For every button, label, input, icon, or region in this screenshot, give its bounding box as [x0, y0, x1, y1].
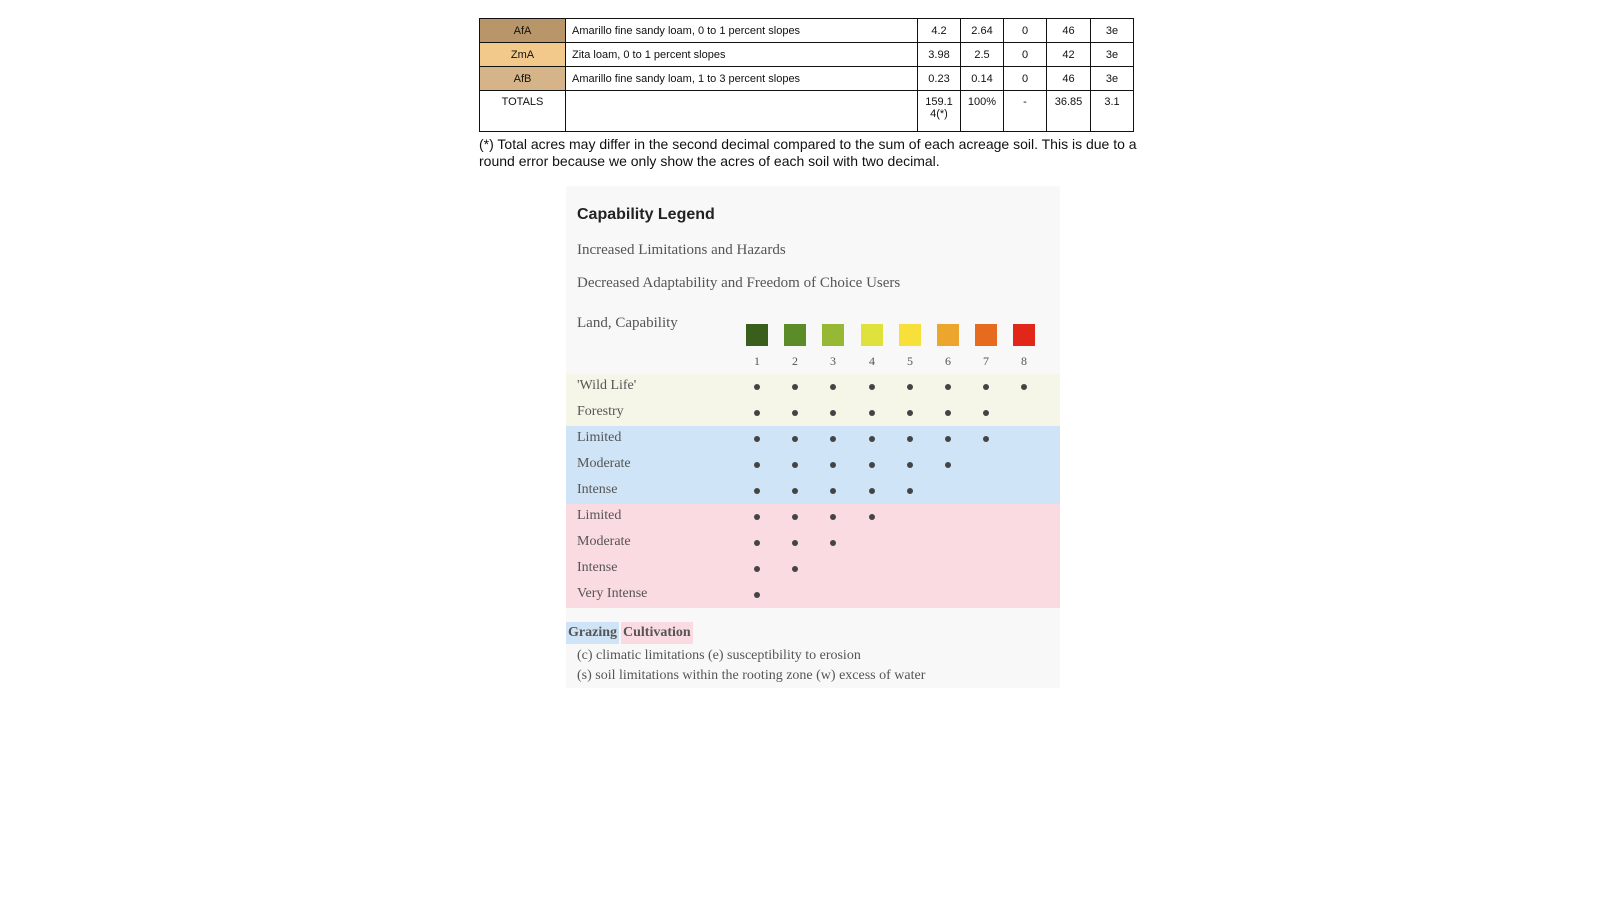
soil-col3: 0 — [1004, 67, 1047, 91]
capability-dot — [792, 436, 798, 442]
soil-description: Zita loam, 0 to 1 percent slopes — [566, 43, 918, 67]
capability-dot — [907, 488, 913, 494]
soil-table — [479, 18, 1134, 132]
capability-swatch-3 — [822, 324, 844, 346]
capability-class-number: 3 — [830, 354, 836, 368]
land-use-row — [566, 400, 1060, 426]
totals-percent: 100% — [961, 91, 1004, 132]
capability-dot — [830, 514, 836, 520]
land-use-row — [566, 556, 1060, 582]
land-use-label: 'Wild Life' — [577, 378, 637, 393]
capability-class-number: 5 — [907, 354, 913, 368]
capability-dot — [945, 410, 951, 416]
totals-description — [566, 91, 918, 132]
capability-dot — [869, 436, 875, 442]
limitations-note-1: (c) climatic limitations (e) susceptibility to erosion — [577, 648, 861, 663]
land-use-label: Moderate — [577, 534, 631, 549]
capability-swatch-7 — [975, 324, 997, 346]
capability-dot — [907, 436, 913, 442]
capability-dot — [754, 540, 760, 546]
capability-dot — [945, 436, 951, 442]
limitations-note-2: (s) soil limitations within the rooting zone (w) excess of water — [577, 668, 926, 683]
capability-swatch-8 — [1013, 324, 1035, 346]
capability-class-number: 4 — [869, 354, 875, 368]
totals-label: TOTALS — [480, 91, 566, 132]
capability-legend — [566, 186, 1060, 688]
legend-title: Capability Legend — [577, 206, 715, 223]
totals-class: 3.1 — [1091, 91, 1134, 132]
capability-dot — [983, 436, 989, 442]
capability-swatch-1 — [746, 324, 768, 346]
land-use-label: Intense — [577, 482, 618, 497]
land-use-label: Limited — [577, 430, 622, 445]
capability-dot — [754, 384, 760, 390]
totals-acres-line1: 159.1 — [925, 96, 953, 108]
totals-col3: - — [1004, 91, 1047, 132]
capability-dot — [792, 462, 798, 468]
soil-class: 3e — [1091, 19, 1134, 43]
capability-dot — [1021, 384, 1027, 390]
legend-subtitle-limitations: Increased Limitations and Hazards — [577, 242, 786, 258]
table-row — [480, 67, 1134, 91]
land-use-row — [566, 374, 1060, 400]
capability-dot — [983, 384, 989, 390]
soil-percent: 2.5 — [961, 43, 1004, 67]
capability-dot — [907, 384, 913, 390]
capability-dot — [792, 384, 798, 390]
totals-col4: 36.85 — [1047, 91, 1091, 132]
legend-subtitle-adaptability: Decreased Adaptability and Freedom of Choice Users — [577, 275, 901, 291]
capability-class-number: 2 — [792, 354, 798, 368]
capability-swatch-5 — [899, 324, 921, 346]
capability-dot — [792, 514, 798, 520]
soil-class: 3e — [1091, 67, 1134, 91]
totals-acres-line2: 4(*) — [930, 108, 948, 120]
capability-dot — [754, 410, 760, 416]
soil-percent: 0.14 — [961, 67, 1004, 91]
land-use-row — [566, 530, 1060, 556]
capability-dot — [869, 488, 875, 494]
land-use-row — [566, 426, 1060, 452]
soil-acres: 4.2 — [918, 19, 961, 43]
soil-col3: 0 — [1004, 43, 1047, 67]
capability-dot — [792, 410, 798, 416]
soil-percent: 2.64 — [961, 19, 1004, 43]
capability-dot — [869, 384, 875, 390]
soil-description: Amarillo fine sandy loam, 1 to 3 percent slopes — [566, 67, 918, 91]
footnote: (*) Total acres may differ in the second decimal compared to the sum of each acreage soil. This is due to a round error because we only show the acres of each soil with two decimal. — [479, 136, 1137, 169]
land-use-label: Intense — [577, 560, 618, 575]
capability-dot — [869, 410, 875, 416]
capability-dot — [907, 410, 913, 416]
capability-dot — [983, 410, 989, 416]
land-use-row — [566, 504, 1060, 530]
soil-symbol: AfA — [480, 19, 566, 43]
capability-dot — [869, 514, 875, 520]
land-use-label: Limited — [577, 508, 622, 523]
land-use-row — [566, 582, 1060, 608]
land-use-label: Forestry — [577, 404, 624, 419]
totals-acres — [918, 91, 961, 132]
soil-col3: 0 — [1004, 19, 1047, 43]
capability-class-number: 6 — [945, 354, 951, 368]
capability-dot — [830, 488, 836, 494]
soil-col4: 46 — [1047, 19, 1091, 43]
capability-swatch-4 — [861, 324, 883, 346]
capability-dot — [830, 384, 836, 390]
land-use-row — [566, 478, 1060, 504]
capability-dot — [869, 462, 875, 468]
capability-dot — [945, 384, 951, 390]
capability-class-number: 1 — [754, 354, 760, 368]
capability-dot — [754, 462, 760, 468]
table-row — [480, 19, 1134, 43]
land-capability-label: Land, Capability — [577, 315, 678, 331]
capability-dot — [792, 566, 798, 572]
capability-dot — [792, 540, 798, 546]
soil-col4: 42 — [1047, 43, 1091, 67]
capability-dot — [830, 462, 836, 468]
capability-dot — [830, 540, 836, 546]
soil-symbol: ZmA — [480, 43, 566, 67]
cultivation-key: Cultivation — [621, 622, 693, 644]
soil-class: 3e — [1091, 43, 1134, 67]
capability-dot — [754, 436, 760, 442]
capability-dot — [830, 436, 836, 442]
capability-dot — [754, 566, 760, 572]
soil-acres: 3.98 — [918, 43, 961, 67]
capability-dot — [754, 592, 760, 598]
capability-class-number: 7 — [983, 354, 989, 368]
totals-row — [480, 91, 1134, 132]
table-row — [480, 43, 1134, 67]
capability-class-number: 8 — [1021, 354, 1027, 368]
land-use-label: Very Intense — [577, 586, 648, 601]
soil-col4: 46 — [1047, 67, 1091, 91]
soil-description: Amarillo fine sandy loam, 0 to 1 percent slopes — [566, 19, 918, 43]
capability-swatch-6 — [937, 324, 959, 346]
land-use-label: Moderate — [577, 456, 631, 471]
soil-symbol: AfB — [480, 67, 566, 91]
land-use-row — [566, 452, 1060, 478]
grazing-key: Grazing — [566, 622, 619, 644]
capability-dot — [830, 410, 836, 416]
capability-swatch-2 — [784, 324, 806, 346]
soil-acres: 0.23 — [918, 67, 961, 91]
capability-dot — [792, 488, 798, 494]
capability-dot — [754, 488, 760, 494]
capability-dot — [754, 514, 760, 520]
capability-dot — [907, 462, 913, 468]
capability-dot — [945, 462, 951, 468]
